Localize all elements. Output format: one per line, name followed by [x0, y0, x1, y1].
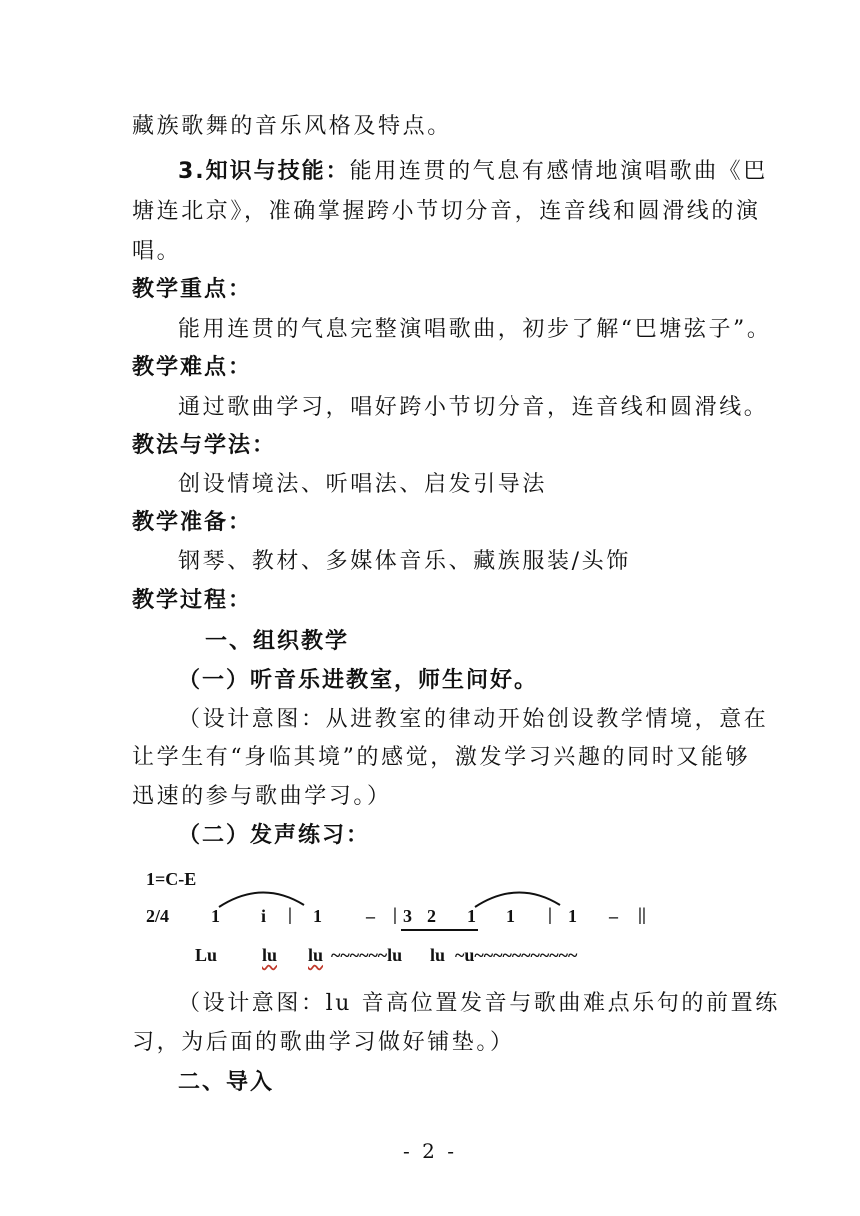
lyric: ~~~~~~lu — [331, 945, 403, 965]
note: 1 — [506, 906, 515, 926]
paragraph-line: 创设情境法、听唱法、启发引导法 — [178, 472, 548, 497]
note-extension: – — [366, 906, 375, 926]
section-heading: 教学难点： — [132, 355, 253, 380]
objective-label: 3.知识与技能： — [178, 159, 350, 184]
section-heading: 教法与学法： — [132, 433, 277, 458]
paragraph-line: 藏族歌舞的音乐风格及特点。 — [132, 114, 452, 139]
section-heading: 教学准备： — [132, 510, 253, 535]
paragraph-line: 迅速的参与歌曲学习。） — [132, 784, 392, 809]
note-extension: – — [609, 906, 618, 926]
paragraph-line: （设计意图：从进教室的律动开始创设教学情境，意在 — [178, 707, 769, 732]
sub-heading: （二）发声练习： — [178, 823, 371, 848]
note: 3 — [403, 906, 412, 926]
note: 1 — [568, 906, 577, 926]
key-signature: 1=C-E — [146, 869, 197, 889]
paragraph-line: 能用连贯的气息完整演唱歌曲，初步了解“巴塘弦子”。 — [178, 317, 772, 342]
beam-underline — [0, 928, 860, 938]
lyric: Lu — [195, 945, 218, 965]
note: 1 — [211, 906, 220, 926]
section-heading: 二、导入 — [178, 1070, 275, 1095]
lyric: lu — [430, 945, 446, 965]
paragraph-line: （设计意图：lu 音高位置发音与歌曲难点乐句的前置练 — [178, 991, 780, 1016]
note: 2 — [427, 906, 436, 926]
lyric: lu — [262, 945, 278, 965]
paragraph-line: 让学生有“身临其境”的感觉，激发学习兴趣的同时又能够 — [132, 745, 751, 770]
paragraph-line: 唱。 — [132, 239, 182, 264]
paragraph-line: 通过歌曲学习，唱好跨小节切分音，连音线和圆滑线。 — [178, 395, 769, 420]
note: 1 — [467, 906, 476, 926]
paragraph-line: 钢琴、教材、多媒体音乐、藏族服装/头饰 — [178, 549, 631, 574]
paragraph-line: 塘连北京》，准确掌握跨小节切分音，连音线和圆滑线的演 — [132, 199, 761, 224]
note: i — [261, 906, 267, 926]
objective-text: 能用连贯的气息有感情地演唱歌曲《巴 — [349, 159, 768, 184]
barline: | — [288, 904, 292, 924]
barline: | — [548, 904, 552, 924]
sub-heading: （一）听音乐进教室，师生问好。 — [178, 668, 539, 693]
section-heading: 一、组织教学 — [205, 629, 350, 654]
page-number: - 2 - — [403, 1139, 457, 1163]
section-heading: 教学过程： — [132, 588, 253, 613]
final-barline: || — [638, 904, 646, 924]
note: 1 — [313, 906, 322, 926]
barline: | — [393, 904, 397, 924]
paragraph-line: 习，为后面的歌曲学习做好铺垫。） — [132, 1030, 515, 1055]
section-heading: 教学重点： — [132, 277, 253, 302]
time-signature: 2/4 — [146, 906, 170, 926]
paragraph-line — [178, 158, 768, 186]
lyric: lu — [308, 945, 324, 965]
lyric: ~u~~~~~~~~~~~ — [455, 945, 578, 965]
